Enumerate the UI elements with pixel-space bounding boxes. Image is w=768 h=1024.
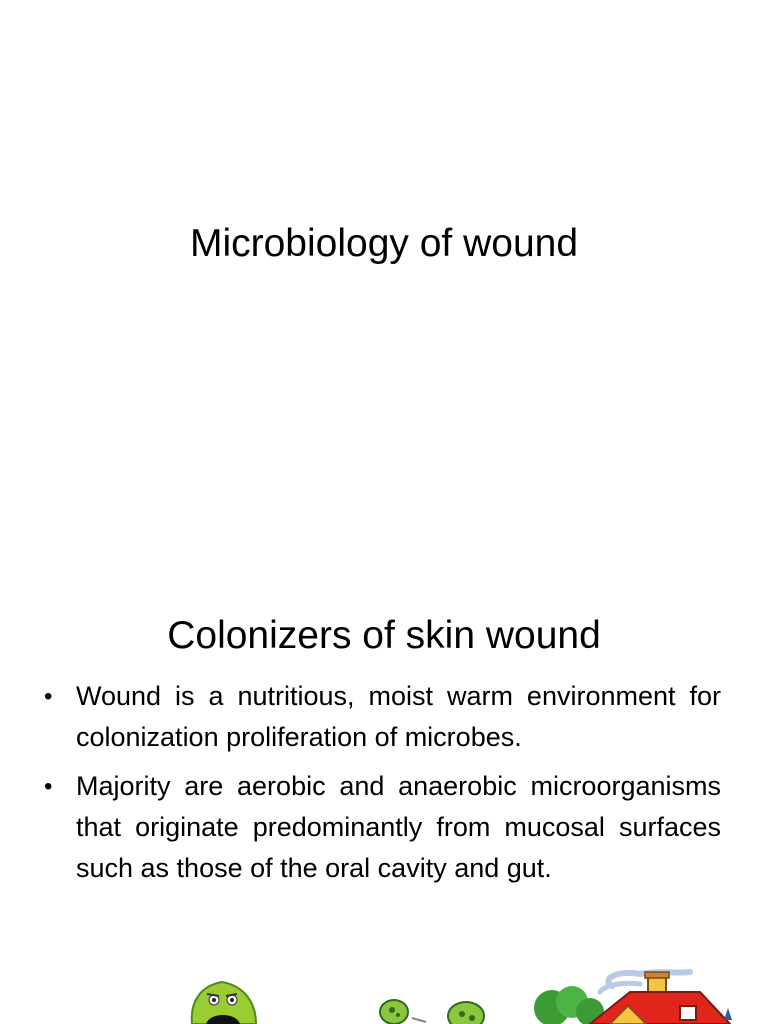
house-icon [534, 972, 732, 1024]
slide-title-colonizers: Colonizers of skin wound [167, 614, 601, 657]
bullet-marker: • [44, 683, 53, 710]
small-green-germs-icon [380, 1000, 484, 1024]
illustration-strip [0, 968, 768, 1024]
bullet-item-majority-microorganisms [44, 766, 721, 889]
bullet-text: Majority are aerobic and anaerobic microorganisms that originate predominantly from mucosal surfaces such as those of the oral cavity and gut. [76, 771, 721, 883]
bullet-item-wound-environment [44, 676, 721, 758]
bullet-list [44, 676, 721, 897]
slide-title-microbiology: Microbiology of wound [189, 222, 579, 265]
bullet-text: Wound is a nutritious, moist warm environment for colonization proliferation of microbes. [76, 681, 721, 752]
bullet-marker: • [44, 773, 53, 800]
green-germ-icon [192, 982, 256, 1024]
